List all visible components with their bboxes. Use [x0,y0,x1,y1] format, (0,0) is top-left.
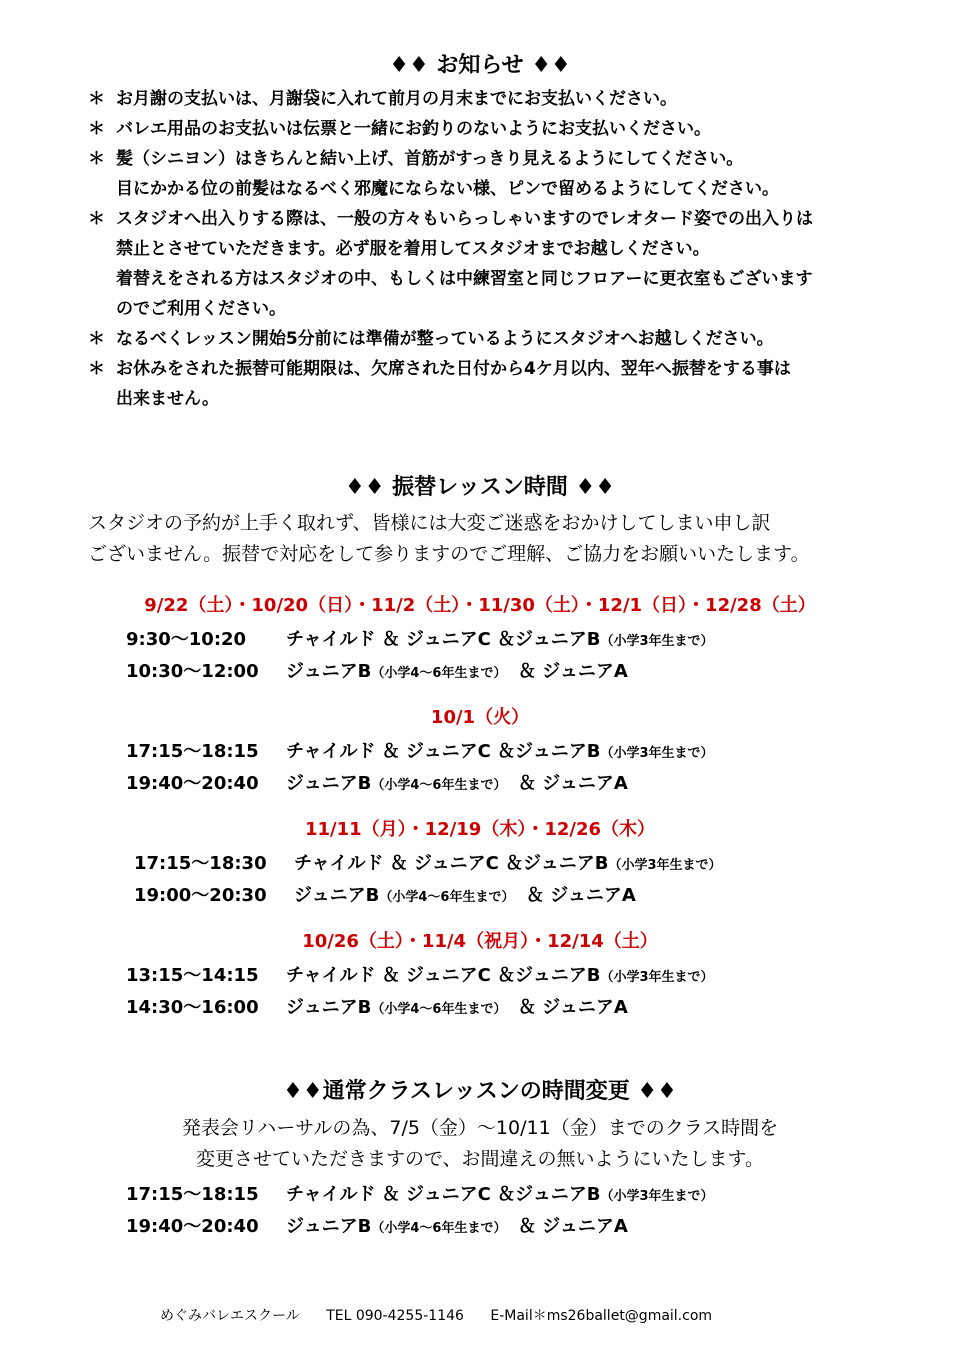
grade-note: （小学3年生まで） [608,858,722,873]
regular-intro-line: 発表会リハーサルの為、7/5（金）～10/11（金）までのクラス時間を [181,1117,779,1139]
notice-item [88,324,908,354]
email-address: E-Mail＊ms26ballet@gmail.com [490,1308,713,1324]
notice-line: お月謝の支払いは、月謝袋に入れて前月の月末までにお支払いください。 [116,89,677,109]
notice-item [88,114,908,144]
lesson-time: 17:15～18:30 [134,853,267,874]
regular-title: ♦♦通常クラスレッスンの時間変更 ♦♦ [283,1079,677,1104]
lesson-classes: チャイルド ＆ ジュニアC ＆ジュニアB [286,741,601,762]
bullet-mark: ＊ [88,329,105,349]
makeup-dates: 11/11（月）・12/19（木）・12/26（木） [304,819,655,840]
lesson-classes: チャイルド ＆ ジュニアC ＆ジュニアB [286,965,601,986]
lesson-classes: ジュニアB [286,1216,372,1237]
makeup-dates: 10/1（火） [430,707,530,728]
lesson-time: 19:40～20:40 [126,1216,259,1237]
schedule-row [126,996,628,1022]
schedule-row [126,772,628,798]
lesson-time: 10:30～12:00 [126,661,259,682]
notice-line: 着替えをされる方はスタジオの中、もしくは中練習室と同じフロアーに更衣室もございます [116,269,813,289]
grade-note: （小学3年生まで） [600,970,714,985]
makeup-dates: 10/26（土）・11/4（祝月）・12/14（土） [302,931,658,952]
schedule-row [126,1183,714,1209]
notice-title: ♦♦ お知らせ ♦♦ [389,53,571,78]
phone-number: TEL 090-4255-1146 [326,1308,464,1324]
schedule-row [126,964,714,990]
lesson-time: 13:15～14:15 [126,965,259,986]
notice-line: お休みをされた振替可能期限は、欠席された日付から4ケ月以内、翌年へ振替をする事は [116,359,791,379]
lesson-classes-tail: ＆ ジュニアA [499,1216,628,1237]
school-name: めぐみバレエスクール [160,1308,300,1324]
notice-item [88,144,908,204]
lesson-classes-tail: ＆ ジュニアA [499,661,628,682]
lesson-classes: ジュニアB [286,773,372,794]
makeup-intro [88,508,810,570]
lesson-time: 17:15～18:15 [126,741,259,762]
schedule-row [134,884,636,910]
lesson-classes: ジュニアB [286,661,372,682]
schedule-row [126,1215,628,1241]
grade-note: （小学4～6年生まで） [379,890,508,905]
notice-line: 髪（シニヨン）はきちんと結い上げ、首筋がすっきり見えるようにしてください。 [116,149,744,169]
notice-item-text [116,144,908,204]
notice-line: 禁止とさせていただきます。必ず服を着用してスタジオまでお越しください。 [116,239,710,259]
notice-line: 出来ません。 [116,389,220,409]
bullet-mark: ＊ [88,209,105,229]
schedule-row [134,852,722,878]
bullet-mark: ＊ [88,119,105,139]
lesson-time: 17:15～18:15 [126,1184,259,1205]
notice-list [88,84,908,414]
grade-note: （小学4～6年生まで） [371,1221,500,1236]
notice-item [88,204,908,324]
grade-note: （小学4～6年生まで） [371,666,500,681]
notice-item-text [116,204,908,324]
schedule-row [126,660,628,686]
lesson-classes: チャイルド ＆ ジュニアC ＆ジュニアB [286,629,601,650]
notice-line: 目にかかる位の前髪はなるべく邪魔にならない様、ピンで留めるようにしてください。 [116,179,779,199]
lesson-time: 19:40～20:40 [126,773,259,794]
schedule-row [126,740,714,766]
schedule-row [126,628,714,654]
bullet-mark: ＊ [88,149,105,169]
lesson-classes-tail: ＆ ジュニアA [499,773,628,794]
lesson-classes-tail: ＆ ジュニアA [507,885,636,906]
notice-item [88,84,908,114]
grade-note: （小学3年生まで） [600,634,714,649]
notice-item-text [116,324,908,354]
lesson-classes: チャイルド ＆ ジュニアC ＆ジュニアB [294,853,609,874]
makeup-title: ♦♦ 振替レッスン時間 ♦♦ [345,475,615,500]
notice-line: バレエ用品のお支払いは伝票と一緒にお釣りのないようにお支払いください。 [116,119,711,139]
grade-note: （小学4～6年生まで） [371,778,500,793]
notice-line: のでご利用ください。 [116,299,286,319]
lesson-time: 19:00～20:30 [134,885,267,906]
makeup-intro-line: スタジオの予約が上手く取れず、皆様には大変ご迷惑をおかけしてしまい申し訳 [88,512,771,534]
notice-item [88,354,908,414]
lesson-classes: チャイルド ＆ ジュニアC ＆ジュニアB [286,1184,601,1205]
regular-intro [0,1113,960,1175]
grade-note: （小学3年生まで） [600,1189,714,1204]
makeup-intro-line: ございません。振替で対応をして参りますのでご理解、ご協力をお願いいたします。 [88,543,810,565]
bullet-mark: ＊ [88,89,105,109]
lesson-classes: ジュニアB [286,997,372,1018]
notice-line: スタジオへ出入りする際は、一般の方々もいらっしゃいますのでレオタード姿での出入りは [116,209,813,229]
notice-item-text [116,84,908,114]
grade-note: （小学4～6年生まで） [371,1002,500,1017]
grade-note: （小学3年生まで） [600,746,714,761]
bullet-mark: ＊ [88,359,105,379]
footer-contact [160,1306,734,1326]
regular-intro-line: 変更させていただきますので、お間違えの無いようにいたします。 [195,1148,765,1170]
lesson-classes: ジュニアB [294,885,380,906]
notice-line: なるべくレッスン開始5分前には準備が整っているようにスタジオへお越しください。 [116,329,774,349]
lesson-classes-tail: ＆ ジュニアA [499,997,628,1018]
lesson-time: 9:30～10:20 [126,629,247,650]
notice-item-text [116,354,908,414]
makeup-dates: 9/22（土）・10/20（日）・11/2（土）・11/30（土）・12/1（日）・12/28（土） [144,595,816,616]
notice-item-text [116,114,908,144]
lesson-time: 14:30～16:00 [126,997,259,1018]
